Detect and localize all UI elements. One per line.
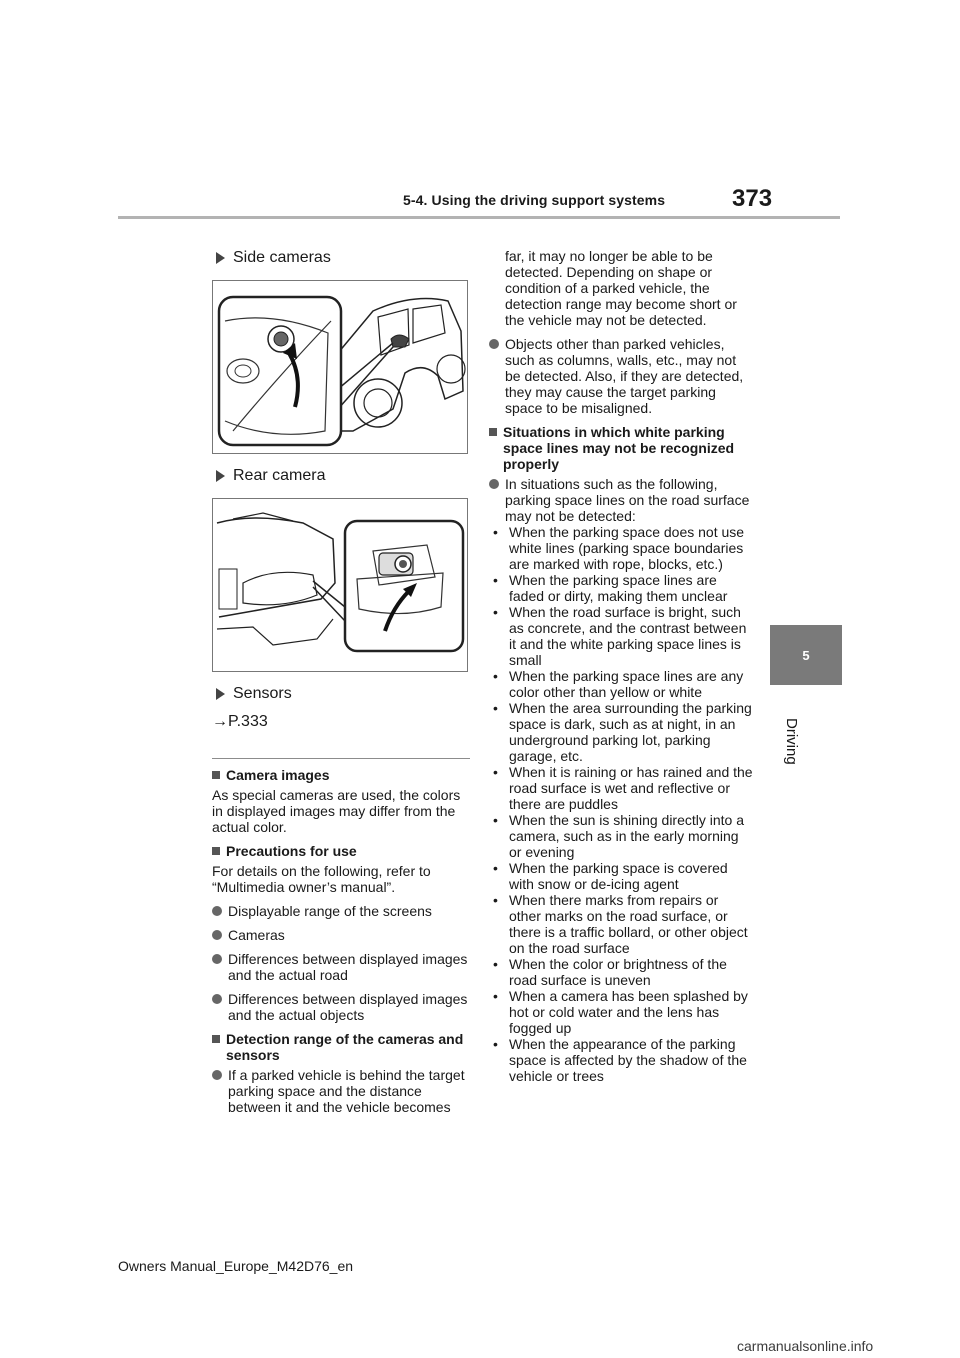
list-item: • When the color or brightness of the road surface is uneven [493,956,727,988]
side-camera-illustration [212,280,468,454]
list-item: Differences between displayed images and the actual road [212,951,470,983]
rear-camera-heading: Rear camera [212,468,470,484]
square-bullet-icon [212,771,220,779]
left-column [212,250,470,1123]
list-item: Cameras [212,927,470,943]
list-item: • When the parking space lines are any color other than yellow or white [493,668,744,700]
list-item: If a parked vehicle is behind the target parking space and the distance between it and the vehicle becomes [212,1067,470,1115]
camera-images-heading: Camera images [212,767,470,783]
circle-bullet-icon [489,339,499,349]
list-item: • When the appearance of the parking space is affected by the shadow of the vehicle or trees [493,1036,747,1084]
detection-item-continuation: far, it may no longer be able to be detected. Depending on shape or condition of a parked vehicle, the detection range may become short or the vehicle may not be detected. [505,248,737,328]
detection-range-heading: Detection range of the cameras and sensors [212,1031,470,1063]
white-lines-heading: Situations in which white parking space lines may not be recognized properly [489,424,754,472]
page-number: 373 [732,185,773,212]
circle-bullet-icon [212,954,222,964]
list-item: • When a camera has been splashed by hot or cold water and the lens has fogged up [493,988,748,1036]
list-item: • When the area surrounding the parking space is dark, such as at night, in an underground parking lot, parking garage, etc. [493,700,752,764]
triangle-bullet-icon [216,252,225,264]
site-watermark[interactable]: carmanualsonline.info [737,1338,874,1354]
circle-bullet-icon [212,930,222,940]
situations-list [489,524,754,1084]
list-item: • When the road surface is bright, such as concrete, and the contrast between it and the white parking space lines is small [493,604,747,668]
right-column [489,248,754,1084]
list-item: • When it is raining or has rained and the road surface is wet and reflective or there are puddles [493,764,753,812]
header-divider [118,216,840,219]
section-title: 5-4. Using the driving support systems [403,192,666,208]
chapter-number: 5 [802,647,810,663]
list-item: In situations such as the following, parking space lines on the road surface may not be detected: [489,476,754,524]
list-item: • When the sun is shining directly into a camera, such as in the early morning or evening [493,812,745,860]
list-item: • When there marks from repairs or other marks on the road surface, or there is a traffic bollard, or other object on the road surface [493,892,748,956]
square-bullet-icon [212,847,220,855]
sensors-heading: Sensors [212,686,470,702]
list-item: • When the parking space lines are faded or dirty, making them unclear [493,572,728,604]
chapter-tab[interactable] [770,625,842,685]
circle-bullet-icon [212,906,222,916]
list-item: Objects other than parked vehicles, such as columns, walls, etc., may not be detected. Also, if they are detected, they may cause the target parking space to be misaligned. [489,336,754,416]
camera-images-text: As special cameras are used, the colors in displayed images may differ from the actual color. [212,787,461,835]
square-bullet-icon [212,1035,220,1043]
list-item: • When the parking space is covered with snow or de-icing agent [493,860,728,892]
list-item: Displayable range of the screens [212,903,470,919]
circle-bullet-icon [489,479,499,489]
precautions-heading: Precautions for use [212,843,470,859]
section-divider [212,758,470,759]
chapter-label: Driving [783,718,800,765]
rear-camera-drawing-icon [213,499,467,671]
document-footer: Owners Manual_Europe_M42D76_en [118,1258,354,1274]
triangle-bullet-icon [216,688,225,700]
side-cameras-heading: Side cameras [212,250,470,266]
precautions-text: For details on the following, refer to “Multimedia owner’s manual”. [212,863,431,895]
triangle-bullet-icon [216,470,225,482]
square-bullet-icon [489,428,497,436]
rear-camera-illustration [212,498,468,672]
circle-bullet-icon [212,1070,222,1080]
sensors-page-reference[interactable]: →P.333 [212,713,268,730]
side-camera-drawing-icon [213,281,467,453]
list-item: • When the parking space does not use white lines (parking space boundaries are marked with rope, blocks, etc.) [493,524,745,572]
list-item: Differences between displayed images and the actual objects [212,991,470,1023]
circle-bullet-icon [212,994,222,1004]
